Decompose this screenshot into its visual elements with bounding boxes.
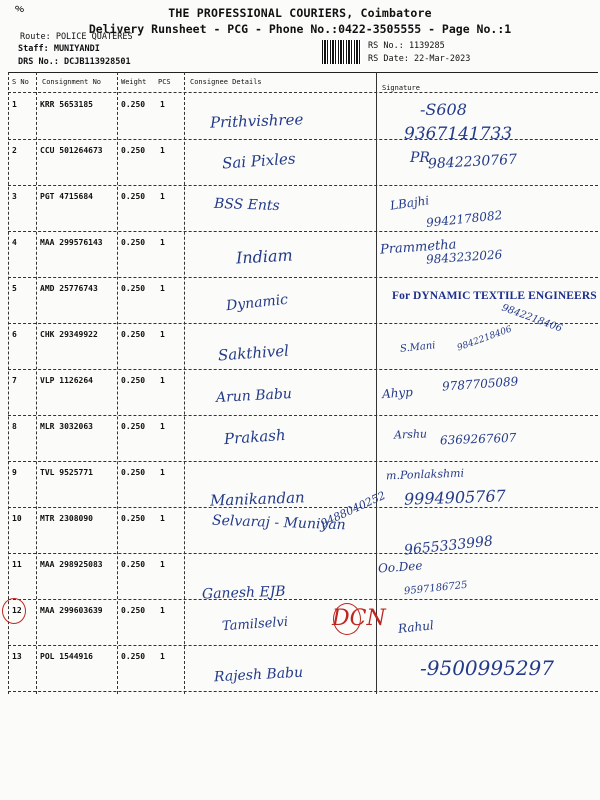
handwritten-signature: Ahyp bbox=[381, 384, 414, 402]
runsheet-title: Delivery Runsheet - PCG - Phone No.:0422-3505555 - Page No.:1 bbox=[88, 22, 512, 36]
row-pcs: 1 bbox=[160, 192, 165, 201]
row-weight: 0.250 bbox=[121, 606, 146, 615]
row-consignment: TVL 9525771 bbox=[40, 468, 93, 477]
company-stamp: For DYNAMIC TEXTILE ENGINEERS bbox=[392, 290, 597, 302]
row-separator bbox=[8, 691, 598, 692]
row-weight: 0.250 bbox=[121, 192, 146, 201]
row-sno: 13 bbox=[12, 652, 22, 661]
drs-label: DRS No.: DCJB113928501 bbox=[18, 57, 131, 67]
table-top-rule bbox=[8, 72, 598, 73]
row-sno: 7 bbox=[12, 376, 17, 385]
row-sno: 6 bbox=[12, 330, 17, 339]
row-consignment: MLR 3032063 bbox=[40, 422, 93, 431]
handwritten-signature: 9488040252 bbox=[318, 488, 388, 531]
dcn-annotation: DCN bbox=[332, 606, 386, 631]
row-pcs: 1 bbox=[160, 146, 165, 155]
handwritten-phone: 9367141733 bbox=[404, 124, 513, 144]
row-consignment: MTR 2308090 bbox=[40, 514, 93, 523]
row-sno: 3 bbox=[12, 192, 17, 201]
row-weight: 0.250 bbox=[121, 100, 146, 109]
row-pcs: 1 bbox=[160, 284, 165, 293]
table-row bbox=[0, 553, 600, 599]
row-weight: 0.250 bbox=[121, 652, 146, 661]
row-consignment: MAA 299603639 bbox=[40, 606, 103, 615]
handwritten-consignee: Dynamic bbox=[225, 291, 289, 315]
row-weight: 0.250 bbox=[121, 560, 146, 569]
col-weight: Weight bbox=[121, 78, 147, 86]
row-consignment: PGT 4715684 bbox=[40, 192, 93, 201]
company-title: THE PROFESSIONAL COURIERS, Coimbatore bbox=[168, 6, 432, 20]
row-pcs: 1 bbox=[160, 100, 165, 109]
col-pcs: PCS bbox=[158, 78, 171, 86]
row-consignment: CCU 501264673 bbox=[40, 146, 103, 155]
row-weight: 0.250 bbox=[121, 422, 146, 431]
handwritten-signature: PR bbox=[410, 150, 430, 166]
row-pcs: 1 bbox=[160, 238, 165, 247]
row-pcs: 1 bbox=[160, 652, 165, 661]
handwritten-signature: S.Mani bbox=[399, 340, 436, 355]
row-pcs: 1 bbox=[160, 514, 165, 523]
row-sno: 11 bbox=[12, 560, 22, 569]
row-consignment: CHK 29349922 bbox=[40, 330, 98, 339]
row-pcs: 1 bbox=[160, 376, 165, 385]
handwritten-consignee: Rajesh Babu bbox=[213, 664, 304, 686]
handwritten-consignee: Ganesh EJB bbox=[201, 583, 286, 603]
barcode bbox=[322, 40, 362, 64]
row-consignment: VLP 1126264 bbox=[40, 376, 93, 385]
row-sno: 2 bbox=[12, 146, 17, 155]
handwritten-consignee: Prakash bbox=[223, 425, 287, 449]
handwritten-consignee: Prithvishree bbox=[209, 110, 304, 132]
col-consignee: Consignee Details bbox=[190, 78, 262, 86]
row-pcs: 1 bbox=[160, 422, 165, 431]
dcn-circle bbox=[333, 603, 361, 635]
handwritten-phone: 9994905767 bbox=[403, 486, 507, 509]
row-pcs: 1 bbox=[160, 330, 165, 339]
row-weight: 0.250 bbox=[121, 238, 146, 247]
row-pcs: 1 bbox=[160, 606, 165, 615]
row-sno: 9 bbox=[12, 468, 17, 477]
staff-label: Staff: MUNIYANDI bbox=[18, 44, 100, 54]
handwritten-consignee: BSS Ents bbox=[213, 195, 280, 215]
row-sno: 10 bbox=[12, 514, 22, 523]
row-sno: 5 bbox=[12, 284, 17, 293]
handwritten-signature: -S608 bbox=[420, 100, 467, 119]
handwritten-phone: 6369267607 bbox=[439, 430, 517, 448]
handwritten-consignee: Sai Pixles bbox=[221, 149, 297, 173]
col-signature: Signature bbox=[382, 84, 420, 92]
col-sno: S No bbox=[12, 78, 29, 86]
handwritten-phone: 9843232026 bbox=[425, 247, 503, 267]
row-pcs: 1 bbox=[160, 468, 165, 477]
handwritten-phone: 9842218406 bbox=[456, 324, 514, 354]
row-weight: 0.250 bbox=[121, 468, 146, 477]
row-consignment: KRR 5653185 bbox=[40, 100, 93, 109]
handwritten-phone: 9787705089 bbox=[441, 374, 519, 394]
handwritten-signature: Rahul bbox=[397, 618, 435, 636]
handwritten-signature: -9500995297 bbox=[420, 656, 555, 680]
handwritten-phone: 9597186725 bbox=[403, 579, 469, 598]
row-sno: 8 bbox=[12, 422, 17, 431]
handwritten-consignee: Indiam bbox=[235, 245, 294, 268]
row-weight: 0.250 bbox=[121, 330, 146, 339]
handwritten-consignee: Sakthivel bbox=[217, 341, 290, 365]
handwritten-consignee: Arun Babu bbox=[215, 386, 293, 406]
handwritten-consignee: Tamilselvi bbox=[221, 614, 289, 635]
row-consignment: MAA 298925083 bbox=[40, 560, 103, 569]
handwritten-phone: 9842230767 bbox=[427, 151, 518, 173]
rs-date: RS Date: 22-Mar-2023 bbox=[368, 54, 471, 64]
handwritten-signature: Prammetha bbox=[379, 237, 457, 258]
row-consignment: AMD 25776743 bbox=[40, 284, 98, 293]
row-pcs: 1 bbox=[160, 560, 165, 569]
row-consignment: MAA 299576143 bbox=[40, 238, 103, 247]
row-consignment: POL 1544916 bbox=[40, 652, 93, 661]
table-row bbox=[0, 599, 600, 645]
handwritten-phone: 9655333998 bbox=[403, 533, 494, 559]
rs-number: RS No.: 1139285 bbox=[368, 41, 445, 51]
row-weight: 0.250 bbox=[121, 284, 146, 293]
handwritten-signature: LBajhi bbox=[389, 193, 431, 213]
handwritten-consignee: Selvaraj - Muniyan bbox=[211, 512, 346, 534]
route-label: Route: POLICE QUATERES bbox=[20, 32, 133, 42]
row-sno: 1 bbox=[12, 100, 17, 109]
row-weight: 0.250 bbox=[121, 514, 146, 523]
stamp-extra: 9842218406 bbox=[500, 302, 564, 335]
handwritten-phone: 9942178082 bbox=[425, 208, 503, 230]
row-sno: 12 bbox=[12, 606, 22, 615]
red-circle-row12 bbox=[2, 598, 26, 624]
row-weight: 0.250 bbox=[121, 146, 146, 155]
corner-mark: % bbox=[12, 1, 27, 17]
handwritten-signature: m.Ponlakshmi bbox=[385, 466, 465, 483]
col-consignment: Consignment No bbox=[42, 78, 102, 86]
row-sno: 4 bbox=[12, 238, 17, 247]
row-weight: 0.250 bbox=[121, 376, 146, 385]
table-row bbox=[0, 231, 600, 277]
table-row bbox=[0, 185, 600, 231]
handwritten-consignee: Manikandan bbox=[209, 488, 305, 510]
handwritten-signature: Arshu bbox=[393, 427, 428, 442]
handwritten-signature: Oo.Dee bbox=[377, 558, 423, 576]
